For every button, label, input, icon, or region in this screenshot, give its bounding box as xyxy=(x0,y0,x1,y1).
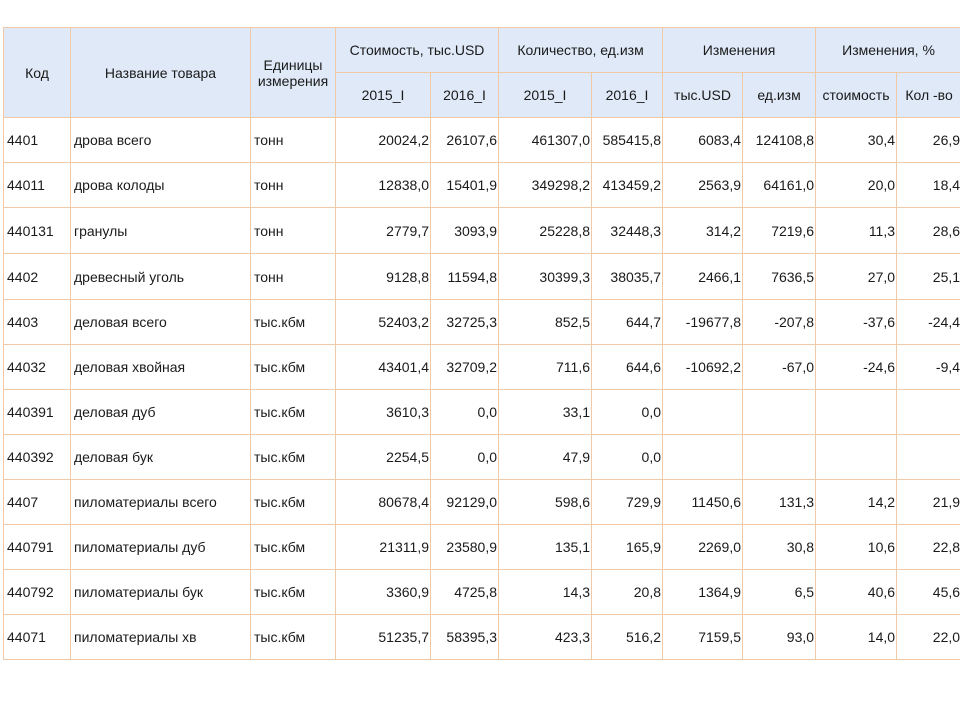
cell-value-2015: 80678,4 xyxy=(336,480,431,525)
cell-code: 440131 xyxy=(4,208,71,254)
cell-unit: тонн xyxy=(251,163,336,208)
cell-qty-2015: 852,5 xyxy=(499,300,592,345)
cell-value-2016: 0,0 xyxy=(431,390,499,435)
cell-code: 4407 xyxy=(4,480,71,525)
table-row xyxy=(4,570,960,615)
cell-value-2015: 52403,2 xyxy=(336,300,431,345)
cell-qty-2016: 38035,7 xyxy=(592,254,663,300)
cell-pct-qty: 18,4 xyxy=(897,163,960,208)
cell-value-2016: 3093,9 xyxy=(431,208,499,254)
cell-code: 44011 xyxy=(4,163,71,208)
cell-name: пиломатериалы всего xyxy=(71,480,251,525)
cell-pct-value: 40,6 xyxy=(816,570,897,615)
cell-code: 440791 xyxy=(4,525,71,570)
cell-unit: тыс.кбм xyxy=(251,300,336,345)
cell-qty-2015: 423,3 xyxy=(499,615,592,660)
cell-unit: тыс.кбм xyxy=(251,525,336,570)
cell-value-2016: 15401,9 xyxy=(431,163,499,208)
cell-qty-2015: 33,1 xyxy=(499,390,592,435)
cell-pct-value: 11,3 xyxy=(816,208,897,254)
cell-pct-value: 27,0 xyxy=(816,254,897,300)
cell-pct-qty: 22,8 xyxy=(897,525,960,570)
cell-change-units: 64161,0 xyxy=(743,163,816,208)
cell-change-usd xyxy=(663,435,743,480)
header-value-2015: 2015_I xyxy=(336,73,431,118)
cell-value-2016: 26107,6 xyxy=(431,118,499,163)
cell-qty-2016: 729,9 xyxy=(592,480,663,525)
cell-pct-qty: -24,4 xyxy=(897,300,960,345)
cell-value-2016: 32709,2 xyxy=(431,345,499,390)
cell-pct-qty: -9,4 xyxy=(897,345,960,390)
header-name: Название товара xyxy=(71,28,251,118)
table-row xyxy=(4,480,960,525)
cell-pct-value: 20,0 xyxy=(816,163,897,208)
cell-value-2016: 0,0 xyxy=(431,435,499,480)
cell-code: 440391 xyxy=(4,390,71,435)
cell-qty-2015: 47,9 xyxy=(499,435,592,480)
cell-name: древесный уголь xyxy=(71,254,251,300)
cell-unit: тыс.кбм xyxy=(251,480,336,525)
header-qty-group: Количество, ед.изм xyxy=(499,28,663,73)
header-pct-qty: Кол -во xyxy=(897,73,960,118)
cell-qty-2016: 413459,2 xyxy=(592,163,663,208)
table-row xyxy=(4,390,960,435)
cell-pct-value: 30,4 xyxy=(816,118,897,163)
cell-value-2015: 3610,3 xyxy=(336,390,431,435)
cell-name: дрова колоды xyxy=(71,163,251,208)
header-value-2016: 2016_I xyxy=(431,73,499,118)
cell-qty-2015: 14,3 xyxy=(499,570,592,615)
cell-change-units xyxy=(743,435,816,480)
cell-pct-value: -24,6 xyxy=(816,345,897,390)
table-row xyxy=(4,615,960,660)
table-body xyxy=(4,118,960,660)
cell-change-usd: 2466,1 xyxy=(663,254,743,300)
cell-change-usd: -10692,2 xyxy=(663,345,743,390)
cell-change-usd: 11450,6 xyxy=(663,480,743,525)
cell-code: 4403 xyxy=(4,300,71,345)
cell-value-2016: 11594,8 xyxy=(431,254,499,300)
header-change-units: ед.изм xyxy=(743,73,816,118)
cell-pct-value: 14,0 xyxy=(816,615,897,660)
cell-unit: тыс.кбм xyxy=(251,570,336,615)
table-header xyxy=(4,28,960,118)
cell-value-2016: 92129,0 xyxy=(431,480,499,525)
cell-change-units: -67,0 xyxy=(743,345,816,390)
cell-unit: тонн xyxy=(251,254,336,300)
cell-value-2015: 20024,2 xyxy=(336,118,431,163)
cell-qty-2016: 644,6 xyxy=(592,345,663,390)
cell-name: деловая бук xyxy=(71,435,251,480)
cell-qty-2016: 20,8 xyxy=(592,570,663,615)
cell-code: 44032 xyxy=(4,345,71,390)
cell-unit: тыс.кбм xyxy=(251,390,336,435)
cell-name: гранулы xyxy=(71,208,251,254)
cell-pct-qty: 22,0 xyxy=(897,615,960,660)
table-row xyxy=(4,163,960,208)
header-change-usd: тыс.USD xyxy=(663,73,743,118)
cell-qty-2016: 32448,3 xyxy=(592,208,663,254)
cell-value-2015: 43401,4 xyxy=(336,345,431,390)
cell-qty-2016: 0,0 xyxy=(592,435,663,480)
cell-change-usd: 2269,0 xyxy=(663,525,743,570)
trade-table-container xyxy=(3,27,960,660)
cell-pct-qty: 21,9 xyxy=(897,480,960,525)
cell-change-usd: 314,2 xyxy=(663,208,743,254)
cell-value-2016: 58395,3 xyxy=(431,615,499,660)
table-row xyxy=(4,435,960,480)
cell-change-usd: 1364,9 xyxy=(663,570,743,615)
cell-value-2016: 4725,8 xyxy=(431,570,499,615)
cell-unit: тыс.кбм xyxy=(251,435,336,480)
cell-unit: тонн xyxy=(251,208,336,254)
cell-qty-2015: 30399,3 xyxy=(499,254,592,300)
header-pct-value: стоимость xyxy=(816,73,897,118)
header-value-group: Стоимость, тыс.USD xyxy=(336,28,499,73)
cell-name: пиломатериалы бук xyxy=(71,570,251,615)
cell-qty-2015: 461307,0 xyxy=(499,118,592,163)
cell-pct-qty xyxy=(897,435,960,480)
cell-change-units: -207,8 xyxy=(743,300,816,345)
cell-value-2016: 23580,9 xyxy=(431,525,499,570)
cell-name: пиломатериалы дуб xyxy=(71,525,251,570)
cell-value-2015: 2254,5 xyxy=(336,435,431,480)
cell-unit: тонн xyxy=(251,118,336,163)
cell-code: 440392 xyxy=(4,435,71,480)
cell-code: 44071 xyxy=(4,615,71,660)
cell-change-units: 93,0 xyxy=(743,615,816,660)
cell-value-2015: 3360,9 xyxy=(336,570,431,615)
cell-qty-2016: 644,7 xyxy=(592,300,663,345)
cell-code: 4402 xyxy=(4,254,71,300)
cell-qty-2015: 135,1 xyxy=(499,525,592,570)
cell-pct-value xyxy=(816,390,897,435)
header-unit: Единицы измерения xyxy=(251,28,336,118)
table-row xyxy=(4,208,960,254)
cell-change-usd: 2563,9 xyxy=(663,163,743,208)
cell-name: пиломатериалы хв xyxy=(71,615,251,660)
table-row xyxy=(4,345,960,390)
table-row xyxy=(4,300,960,345)
cell-change-units xyxy=(743,390,816,435)
cell-pct-value: 10,6 xyxy=(816,525,897,570)
cell-qty-2016: 0,0 xyxy=(592,390,663,435)
cell-name: дрова всего xyxy=(71,118,251,163)
cell-name: деловая дуб xyxy=(71,390,251,435)
cell-pct-value xyxy=(816,435,897,480)
trade-table xyxy=(3,27,960,660)
table-row xyxy=(4,525,960,570)
cell-pct-qty: 26,9 xyxy=(897,118,960,163)
cell-qty-2016: 165,9 xyxy=(592,525,663,570)
cell-unit: тыс.кбм xyxy=(251,615,336,660)
cell-change-units: 7219,6 xyxy=(743,208,816,254)
cell-value-2015: 51235,7 xyxy=(336,615,431,660)
cell-pct-value: -37,6 xyxy=(816,300,897,345)
cell-value-2016: 32725,3 xyxy=(431,300,499,345)
table-row xyxy=(4,254,960,300)
cell-code: 440792 xyxy=(4,570,71,615)
cell-pct-qty: 45,6 xyxy=(897,570,960,615)
cell-change-units: 124108,8 xyxy=(743,118,816,163)
cell-qty-2016: 585415,8 xyxy=(592,118,663,163)
cell-value-2015: 21311,9 xyxy=(336,525,431,570)
cell-qty-2015: 598,6 xyxy=(499,480,592,525)
cell-change-units: 30,8 xyxy=(743,525,816,570)
cell-qty-2015: 25228,8 xyxy=(499,208,592,254)
cell-qty-2016: 516,2 xyxy=(592,615,663,660)
cell-unit: тыс.кбм xyxy=(251,345,336,390)
cell-qty-2015: 711,6 xyxy=(499,345,592,390)
cell-value-2015: 2779,7 xyxy=(336,208,431,254)
cell-pct-qty xyxy=(897,390,960,435)
header-change-group: Изменения xyxy=(663,28,816,73)
cell-name: деловая всего xyxy=(71,300,251,345)
cell-value-2015: 9128,8 xyxy=(336,254,431,300)
cell-name: деловая хвойная xyxy=(71,345,251,390)
cell-change-usd: 7159,5 xyxy=(663,615,743,660)
cell-pct-qty: 25,1 xyxy=(897,254,960,300)
cell-pct-value: 14,2 xyxy=(816,480,897,525)
header-code: Код xyxy=(4,28,71,118)
header-qty-2015: 2015_I xyxy=(499,73,592,118)
header-change-pct-group: Изменения, % xyxy=(816,28,960,73)
header-qty-2016: 2016_I xyxy=(592,73,663,118)
cell-pct-qty: 28,6 xyxy=(897,208,960,254)
cell-value-2015: 12838,0 xyxy=(336,163,431,208)
cell-change-usd: -19677,8 xyxy=(663,300,743,345)
table-row xyxy=(4,118,960,163)
cell-change-units: 7636,5 xyxy=(743,254,816,300)
cell-change-units: 6,5 xyxy=(743,570,816,615)
cell-change-usd xyxy=(663,390,743,435)
cell-change-units: 131,3 xyxy=(743,480,816,525)
cell-change-usd: 6083,4 xyxy=(663,118,743,163)
cell-code: 4401 xyxy=(4,118,71,163)
cell-qty-2015: 349298,2 xyxy=(499,163,592,208)
